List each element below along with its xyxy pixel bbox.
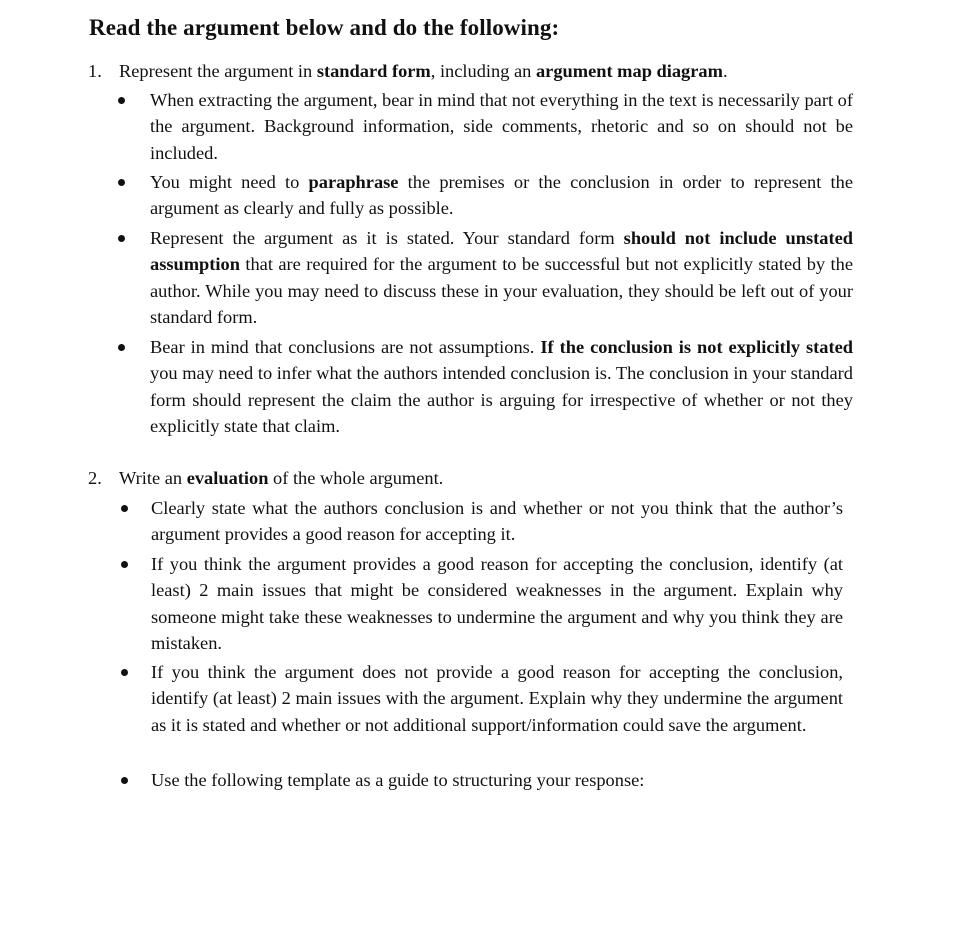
item-1-number: 1. <box>88 61 102 81</box>
item-2-bullet-4: Use the following template as a guide to structuring your response: <box>151 767 843 793</box>
item-2-bullet-1: Clearly state what the authors conclusion is and whether or not you think that the author’s argument provides a good reason for accepting it. <box>151 495 843 548</box>
page-heading: Read the argument below and do the following: <box>89 15 560 40</box>
bullet-dot-icon <box>118 179 125 186</box>
bullet-dot-icon <box>121 561 128 568</box>
item-1-bullet-3: Represent the argument as it is stated. Your standard form should not include unstated assumption that are required for the argument to be successful but not explicitly stated by the author. While you may need to discuss these in your evaluation, they should be left out of your standard form. <box>150 225 853 330</box>
bullet-dot-icon <box>121 669 128 676</box>
item-2-bullet-3: If you think the argument does not provide a good reason for accepting the conclusion, identify (at least) 2 main issues with the argument. Explain why they undermine the argument as it is stated and whether or not additional support/information could save the argument. <box>151 659 843 738</box>
item-1-text: Represent the argument in standard form, including an argument map diagram. <box>119 61 728 81</box>
bullet-dot-icon <box>118 97 125 104</box>
item-1-bullet-4: Bear in mind that conclusions are not assumptions. If the conclusion is not explicitly stated you may need to infer what the authors intended conclusion is. The conclusion in your standard form should represent the claim the author is arguing for irrespective of whether or not they explicitly state that claim. <box>150 334 853 439</box>
bullet-dot-icon <box>118 235 125 242</box>
bullet-dot-icon <box>121 505 128 512</box>
item-2-bullet-2: If you think the argument provides a good reason for accepting the conclusion, identify (at least) 2 main issues that might be considered weaknesses in the argument. Explain why someone might take these weaknesses to undermine the argument and why you think they are mistaken. <box>151 551 843 656</box>
item-1-bullet-1: When extracting the argument, bear in mind that not everything in the text is necessarily part of the argument. Background information, side comments, rhetoric and so on should not be included. <box>150 87 853 166</box>
item-1-bullet-2: You might need to paraphrase the premises or the conclusion in order to represent the argument as clearly and fully as possible. <box>150 169 853 222</box>
bullet-dot-icon <box>118 344 125 351</box>
item-2-number: 2. <box>88 468 102 488</box>
bullet-dot-icon <box>121 777 128 784</box>
item-2-text: Write an evaluation of the whole argument. <box>119 468 444 488</box>
